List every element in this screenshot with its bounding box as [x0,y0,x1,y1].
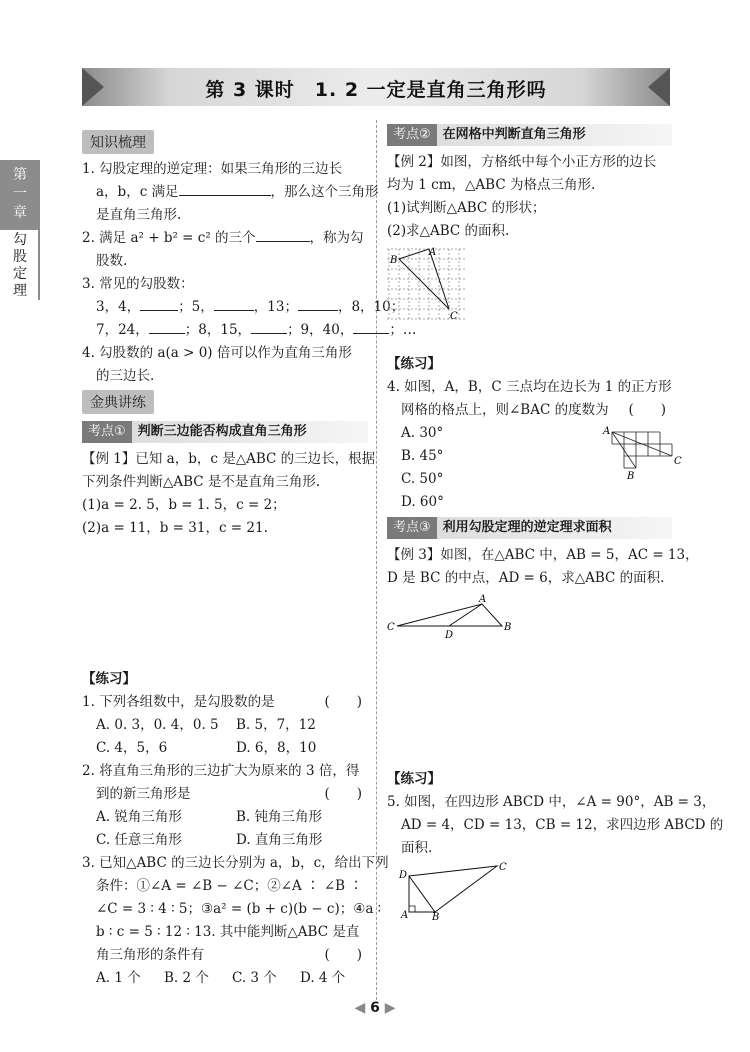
question-4: 4. 如图，A，B，C 三点均在边长为 1 的正方形 [387,379,672,395]
right-column: 考点② 在网格中判断直角三角形 【例 2】如图，方格纸中每个小正方形的边长 均为 1 cm，△ABC 为格点三角形. (1)试判断△ABC 的形状； (2)求△ABC 的面积. A B C 【练习】 4. 如图，A，B，C 三点均在边长为 1 的正方形 网格的格点上，则∠BAC 的度数为 ( ) A. 30° B. 45° C. 50° D. 60° A C B 考点③ 利用勾股定理的逆定理求面积 【例 3】如图，在△ABC 中，AB = 5，AC = 13， D 是 BC 的中点，AD = 6，求△ABC 的面积. A C B D 【练习】 5. 如图，在四边形 ABCD 中，∠A = 90°，AB = 3， AD = 4，CD = 13，CB = 12，求四边形 ABCD 的 面积. D C A B [387,121,672,926]
question-5: 5. 如图，在四边形 ABCD 中，∠A = 90°，AB = 3， [387,794,716,810]
left-column: 知识梳理 1. 勾股定理的逆定理：如果三角形的三边长 a，b，c 满足 ，那么这个三角形 是直角三角形. 2. 满足 a² + b² = c² 的三个 ，称为勾 股数. 3. 常见的勾股数： 3，4， ；5， ，13； ，8，10； 7，24， ；8，15， ；9，40， ；… 4. 勾股数的 a(a > 0) 倍可以作为直角三角形 的三边长. 金典讲练 考点① 判断三边能否构成直角三角形 【例 1】已知 a，b，c 是△ABC 的三边长，根据 下列条件判断△ABC 是不是直角三角形. (1)a = 2. 5，b = 1. 5，c = 2； (2)a = 11，b = 31，c = 21. 【练习】 1. 下列各组数中，是勾股数的是 ( ) A. 0. 3，0. 4，0. 5 B. 5，7，12 C. 4，5，6 D. 6，8，10 2. 将直角三角形的三边扩大为原来的 3 倍，得 到的新三角形是 ( ) A. 锐角三角形 B. 钝角三角形 C. 任意三角形 D. 直角三角形 3. 已知△ABC 的三边长分别为 a，b，c，给出下列 条件：①∠A = ∠B − ∠C；②∠A ∶ ∠B ∶ ∠C = 3 ∶ 4 ∶ 5；③a² = (b + c)(b − c)；④a ∶ b ∶ c = 5 ∶ 12 ∶ 13. 其中能判断△ABC 是直 角三角形的条件有 ( ) A. 1 个 B. 2 个 C. 3 个 D. 4 个 [82,128,368,990]
option[interactable]: A. 0. 3，0. 4，0. 5 [96,717,219,733]
knowledge-item-2: 2. 满足 a² + b² = c² 的三个 ，称为勾 [82,230,364,246]
chapter-name-tab [0,230,40,300]
answer-space[interactable] [82,540,368,668]
option[interactable]: C. 3 个 [232,970,277,986]
option[interactable]: A. 锐角三角形 [96,809,182,825]
section-tag-knowledge: 知识梳理 [82,130,154,154]
label-b: B [432,912,440,922]
label-c: C [674,456,682,467]
option[interactable]: C. 任意三角形 [96,832,182,848]
right-angle-mark [409,906,415,912]
topic-label-2: 考点② [387,124,437,146]
option[interactable]: C. 50° [401,471,444,487]
option[interactable]: B. 5，7，12 [236,717,316,733]
answer-space[interactable] [387,646,672,768]
chapter-tab [0,160,40,230]
topic-label-3: 考点③ [387,517,437,539]
example-1: 【例 1】已知 a，b，c 是△ABC 的三边长，根据 [82,451,376,467]
question-1: 1. 下列各组数中，是勾股数的是 ( ) [82,694,362,710]
option[interactable]: D. 6，8，10 [236,740,317,756]
page-number-value: 6 [370,1000,380,1016]
blank[interactable] [140,297,178,311]
blank[interactable] [256,228,310,242]
diagonal-db [409,876,435,912]
example-3: 【例 3】如图，在△ABC 中，AB = 5，AC = 13， [387,547,699,563]
topic-bar-2: 考点② 在网格中判断直角三角形 [387,124,672,146]
label-d: D [399,870,408,881]
label-b: B [627,471,635,480]
label-a: A [603,426,611,437]
option[interactable]: A. 1 个 [96,970,141,986]
page-number [0,1000,750,1016]
option[interactable]: D. 60° [401,494,444,510]
grid-angle-figure [602,424,682,480]
chapter-char: 一 [13,186,27,202]
triangle-abc [397,604,502,626]
chapter-tab-edge [38,160,40,300]
blank[interactable] [179,182,271,196]
chapter-char: 第 [13,167,27,183]
chapter-name-char: 定 [13,266,27,282]
chapter-name-char: 勾 [13,232,27,248]
label-c: C [450,311,458,322]
knowledge-item-3: 3. 常见的勾股数： [82,276,194,292]
blank[interactable] [149,320,185,334]
chapter-name-char: 理 [13,283,27,299]
option[interactable]: B. 45° [401,448,444,464]
section-tag-practice: 金典讲练 [82,390,154,414]
topic-bar-1: 考点① 判断三边能否构成直角三角形 [82,421,368,443]
label-c: C [387,622,395,633]
quadrilateral-abcd [409,866,497,912]
example-2: 【例 2】如图，方格纸中每个小正方形的边长 [387,154,657,170]
label-a: A [401,910,409,921]
lesson-title-banner [82,68,670,106]
blank[interactable] [298,297,338,311]
label-a: A [479,594,487,605]
blank[interactable] [353,320,389,334]
prev-page-icon[interactable]: ◀ [354,1000,366,1016]
label-c: C [499,862,507,873]
option[interactable]: B. 2 个 [164,970,209,986]
knowledge-item-1: 1. 勾股定理的逆定理：如果三角形的三边长 [82,161,343,177]
blank[interactable] [214,297,254,311]
practice-label: 【练习】 [82,671,136,687]
topic-label-1: 考点① [82,421,132,443]
option[interactable]: C. 4，5，6 [96,740,168,756]
option[interactable]: D. 直角三角形 [236,832,323,848]
question-3: 3. 已知△ABC 的三边长分别为 a，b，c，给出下列 [82,855,389,871]
label-b: B [504,622,512,633]
knowledge-item-4: 4. 勾股数的 a(a > 0) 倍可以作为直角三角形 [82,345,352,361]
chapter-name-char: 股 [13,249,27,265]
option[interactable]: A. 30° [401,425,444,441]
grid-triangle-figure [387,245,477,325]
median-ad [449,604,482,626]
topic-bar-3: 考点③ 利用勾股定理的逆定理求面积 [387,517,672,539]
chapter-char: 章 [13,205,27,221]
label-d: D [445,630,454,641]
quadrilateral-figure [387,862,517,922]
practice-label-3: 【练习】 [387,771,441,787]
next-page-icon[interactable]: ▶ [384,1000,396,1016]
question-2: 2. 将直角三角形的三边扩大为原来的 3 倍，得 [82,763,360,779]
page-title: 第 3 课时 1. 2 一定是直角三角形吗 [205,79,547,101]
practice-label-2: 【练习】 [387,356,441,372]
option[interactable]: D. 4 个 [300,970,346,986]
blank[interactable] [251,320,287,334]
triangle-median-figure [387,592,527,642]
label-b: B [390,255,398,266]
label-a: A [429,247,437,258]
option[interactable]: B. 钝角三角形 [236,809,323,825]
